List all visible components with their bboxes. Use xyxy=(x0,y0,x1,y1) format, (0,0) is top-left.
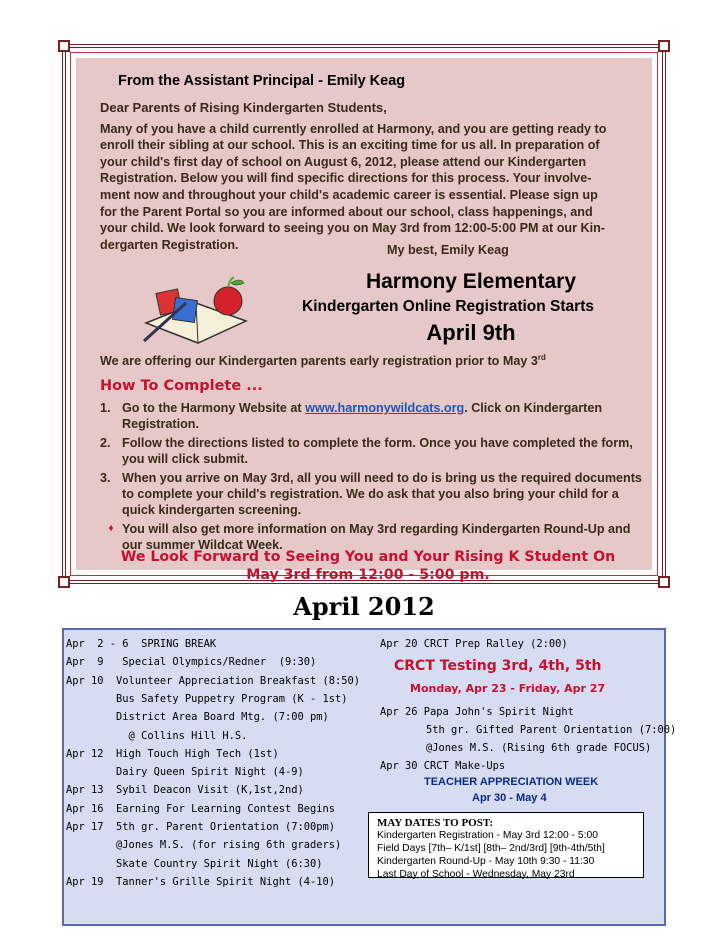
registration-start-date: April 9th xyxy=(426,320,516,345)
crct-testing-dates: Monday, Apr 23 - Friday, Apr 27 xyxy=(410,682,606,695)
look-forward-message: We Look Forward to Seeing You and Your Rising K Student On May 3rd from 12:00 - 5:00 pm. xyxy=(120,549,616,583)
principal-heading: From the Assistant Principal - Emily Keag xyxy=(118,73,406,89)
letter-line: your child. We look forward to seeing you on May 3rd from 12:00-5:00 PM at our Kin- xyxy=(100,221,605,236)
may-dates-box xyxy=(368,812,644,878)
calendar-event: Dairy Queen Spirit Night (4-9) xyxy=(66,766,304,779)
calendar-title: April 2012 xyxy=(293,592,435,621)
step-item: 2. Follow the directions listed to complete the form. Once you have completed the form, you will click submit. xyxy=(100,435,633,467)
corner-ornament xyxy=(658,40,670,52)
calendar-event: Apr 20 CRCT Prep Ralley (2:00) xyxy=(380,638,568,650)
apple-book-clipart-icon xyxy=(136,263,256,349)
calendar-event: Apr 17 5th gr. Parent Orientation (7:00pm) xyxy=(66,821,335,833)
calendar-event: @Jones M.S. (for rising 6th graders) xyxy=(66,839,342,852)
letter-line: ment now and throughout your child's academic career is essential. Please sign up xyxy=(100,187,598,202)
may-date-line: Last Day of School - Wednesday, May 23rd xyxy=(377,869,575,880)
calendar-event: Apr 19 Tanner's Grille Spirit Night (4-10) xyxy=(66,875,335,888)
letter-body xyxy=(100,100,648,253)
teacher-appreciation-dates: Apr 30 - May 4 xyxy=(472,792,547,804)
may-dates-title: MAY DATES TO POST: xyxy=(377,817,494,829)
registration-subtitle: Kindergarten Online Registration Starts xyxy=(302,298,594,315)
calendar-event: Apr 2 - 6 SPRING BREAK xyxy=(66,638,217,650)
school-name: Harmony Elementary xyxy=(365,270,577,293)
calendar-event: Apr 13 Sybil Deacon Visit (K,1st,2nd) xyxy=(66,784,304,797)
april-calendar-box xyxy=(62,628,677,926)
calendar-event: District Area Board Mtg. (7:00 pm) xyxy=(66,711,329,724)
corner-ornament xyxy=(58,576,70,588)
how-to-heading: How To Complete ... xyxy=(100,378,263,394)
principal-letter-box xyxy=(62,44,666,584)
harmony-website-link[interactable]: www.harmonywildcats.org xyxy=(305,401,465,415)
calendar-event: Apr 9 Special Olympics/Redner (9:30) xyxy=(66,656,317,669)
calendar-event: @Jones M.S. (Rising 6th grade FOCUS) xyxy=(426,742,652,754)
letter-line: for the Parent Portal so you are informed about our school, class happenings, and xyxy=(100,204,593,219)
calendar-event: 5th gr. Gifted Parent Orientation (7:00) xyxy=(426,724,677,736)
letter-line: Many of you have a child currently enrolled at Harmony, and you are getting ready to xyxy=(100,121,607,136)
corner-ornament xyxy=(58,40,70,52)
calendar-event: Apr 26 Papa John's Spirit Night xyxy=(380,706,574,718)
step-item: 3. When you arrive on May 3rd, all you will need to do is bring us the required documents to complete your child's registration. We do ask that you also bring your child for a quick kindergarten screening. xyxy=(100,470,642,518)
bullet-diamond-icon: ♦ xyxy=(108,522,114,534)
calendar-event: Apr 16 Earning For Learning Contest Begins xyxy=(66,802,335,815)
letter-line: enroll their sibling at our school. This is an exciting time for us all. In preparation of xyxy=(100,138,600,153)
crct-testing-heading: CRCT Testing 3rd, 4th, 5th xyxy=(394,658,602,674)
calendar-event: Apr 10 Volunteer Appreciation Breakfast (8:50) xyxy=(66,674,361,687)
letter-signoff: My best, Emily Keag xyxy=(387,243,509,257)
may-date-line: Kindergarten Registration - May 3rd 12:00 - 5:00 xyxy=(377,830,598,841)
calendar-event: Bus Safety Puppetry Program (K - 1st) xyxy=(66,692,348,705)
letter-background xyxy=(76,58,652,583)
calendar-event: Apr 12 High Touch High Tech (1st) xyxy=(66,747,279,760)
may-date-line: Field Days [7th– K/1st] [8th– 2nd/3rd] [9th-4th/5th] xyxy=(377,843,605,854)
calendar-event: Skate Country Spirit Night (6:30) xyxy=(66,857,323,870)
registration-steps xyxy=(100,400,650,556)
letter-greeting: Dear Parents of Rising Kindergarten Students, xyxy=(100,100,387,115)
calendar-event: Apr 30 CRCT Make-Ups xyxy=(380,760,506,772)
letter-line: dergarten Registration. xyxy=(100,237,239,252)
early-registration-note: We are offering our Kindergarten parents early registration prior to May 3rd xyxy=(100,353,546,369)
letter-line: your child's first day of school on August 6, 2012, please attend our Kindergarten xyxy=(100,154,587,169)
step-item: ♦ You will also get more information on May 3rd regarding Kindergarten Round-Up and our summer Wildcat Week. xyxy=(100,521,650,554)
calendar-event: @ Collins Hill H.S. xyxy=(66,729,248,742)
may-date-line: Kindergarten Round-Up - May 10th 9:30 - 11:30 xyxy=(377,856,595,867)
step-item: 1. Go to the Harmony Website at www.harmonywildcats.org. Click on Kindergarten Registration. xyxy=(100,401,603,432)
teacher-appreciation-heading: TEACHER APPRECIATION WEEK xyxy=(424,776,599,788)
letter-line: Registration. Below you will find specific directions for this process. Your involve- xyxy=(100,171,592,186)
